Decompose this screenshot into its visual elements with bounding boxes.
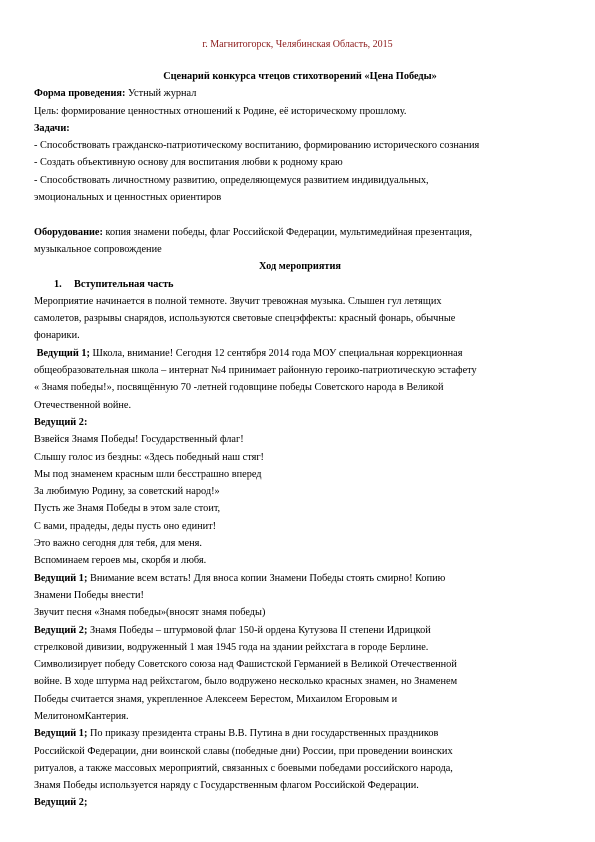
paragraph-line: войне. В ходе штурма над рейхстагом, было водружено несколько красных знамен, но Знаменем [34,676,458,688]
poem-line: Это важно сегодня для тебя, для меня. [34,538,202,550]
speaker-label: Ведущий 1; [34,572,88,584]
speaker-line [34,622,566,639]
speaker-label: Ведущий 2: [34,416,88,428]
speaker-label: Ведущий 1; [34,728,88,740]
form-line [34,85,566,102]
paragraph-line: Победы считается знамя, укрепленное Алексеем Берестом, Михаилом Егоровым и [34,693,398,705]
paragraph-line: Российской Федерации, дни воинской славы (победные дни) России, при проведении воинских [34,745,453,757]
paragraph-line: Знамя Победы используется наряду с Государственным флагом Российской Федерации. [34,780,419,792]
poem-line: За любимую Родину, за советский народ!» [34,486,220,498]
speaker-line [34,570,566,587]
paragraph-line: фонарики. [34,330,80,342]
speech-text: По приказу президента страны В.В. Путина в дни государственных праздников [87,728,439,740]
speaker-label: Ведущий 1; [36,347,90,359]
equipment-line [34,224,566,241]
poem-line: Взвейся Знамя Победы! Государственный флаг! [34,434,244,446]
paragraph-line: Знамени Победы внести! [34,589,144,601]
equipment-value: копия знамени победы, флаг Российской Федерации, мультимедийная презентация, [102,226,473,238]
document-header-city: г. Магнитогорск, Челябинская Область, 2015 [202,39,393,50]
speaker-line [34,345,566,362]
section-title: Вступительная часть [74,278,174,290]
task-item: - Способствовать гражданско-патриотическому воспитанию, формированию исторического сознания [34,140,480,152]
equipment-line-2: музыкальное сопровождение [34,243,162,255]
paragraph-line: Мероприятие начинается в полной темноте. Звучит тревожная музыка. Слышен гул летящих [34,295,442,307]
paragraph-line: МелитономКантерия. [34,710,129,722]
form-value: Устный журнал [125,88,197,100]
poem-line: Мы под знаменем красным шли бесстрашно вперед [34,468,262,480]
document-body [34,68,566,812]
speaker-label: Ведущий 2; [34,797,88,809]
spacer [34,206,566,223]
speech-text: Школа, внимание! Сегодня 12 сентября 2014 года МОУ специальная коррекционная [89,347,463,359]
equipment-label: Оборудование: [34,226,103,238]
document-title: Сценарий конкурса чтецов стихотворений «Цена Победы» [163,71,437,82]
paragraph-line: Символизирует победу Советского союза над Фашистской Германией в Великой Отечественной [34,659,457,671]
speaker-line [34,725,566,742]
task-item: - Способствовать личностному развитию, определяющемуся развитием индивидуальных, [34,174,429,186]
section-number: 1. [54,278,62,290]
paragraph-line: общеобразовательная школа – интернат №4 принимает районную героико-патриотическую эстафету [34,365,477,377]
poem-line: С вами, прадеды, деды пусть оно единит! [34,520,217,532]
poem-line: Вспоминаем героев мы, скорбя и любя. [34,555,207,567]
tasks-label: Задачи: [34,122,70,134]
paragraph-line: « Знамя победы!», посвящённую 70 -летней годовщине победы Советского народа в Великой [34,382,444,394]
task-item: эмоциональных и ценностных ориентиров [34,192,222,204]
speech-text: Внимание всем встать! Для вноса копии Знамени Победы стоять смирно! Копию [87,572,446,584]
poem-line: Слышу голос из бездны: «Здесь победный наш стяг! [34,451,264,463]
paragraph-line: самолетов, разрывы снарядов, используются световые спецэффекты: красный фонарь, обычные [34,313,456,325]
speech-text: Знамя Победы – штурмовой флаг 150-й ордена Кутузова II степени Идрицкой [87,624,431,636]
paragraph-line: ритуалов, а также массовых мероприятий, связанных с боевыми победами российского народа, [34,762,453,774]
section-heading [34,276,566,293]
stage-direction: Звучит песня «Знамя победы»(вносят знамя победы) [34,607,266,619]
form-label: Форма проведения: [34,88,126,100]
poem-line: Пусть же Знамя Победы в этом зале стоит, [34,503,221,515]
speaker-label: Ведущий 2; [34,624,88,636]
task-item: - Создать объективную основу для воспитания любви к родному краю [34,157,343,169]
course-title: Ход мероприятия [259,261,341,273]
goal-line: Цель: формирование ценностных отношений к Родине, её историческому прошлому. [34,105,407,117]
paragraph-line: Отечественной войне. [34,399,132,411]
paragraph-line: стрелковой дивизии, водруженный 1 мая 1945 года на здании рейхстага в городе Берлине. [34,641,429,653]
